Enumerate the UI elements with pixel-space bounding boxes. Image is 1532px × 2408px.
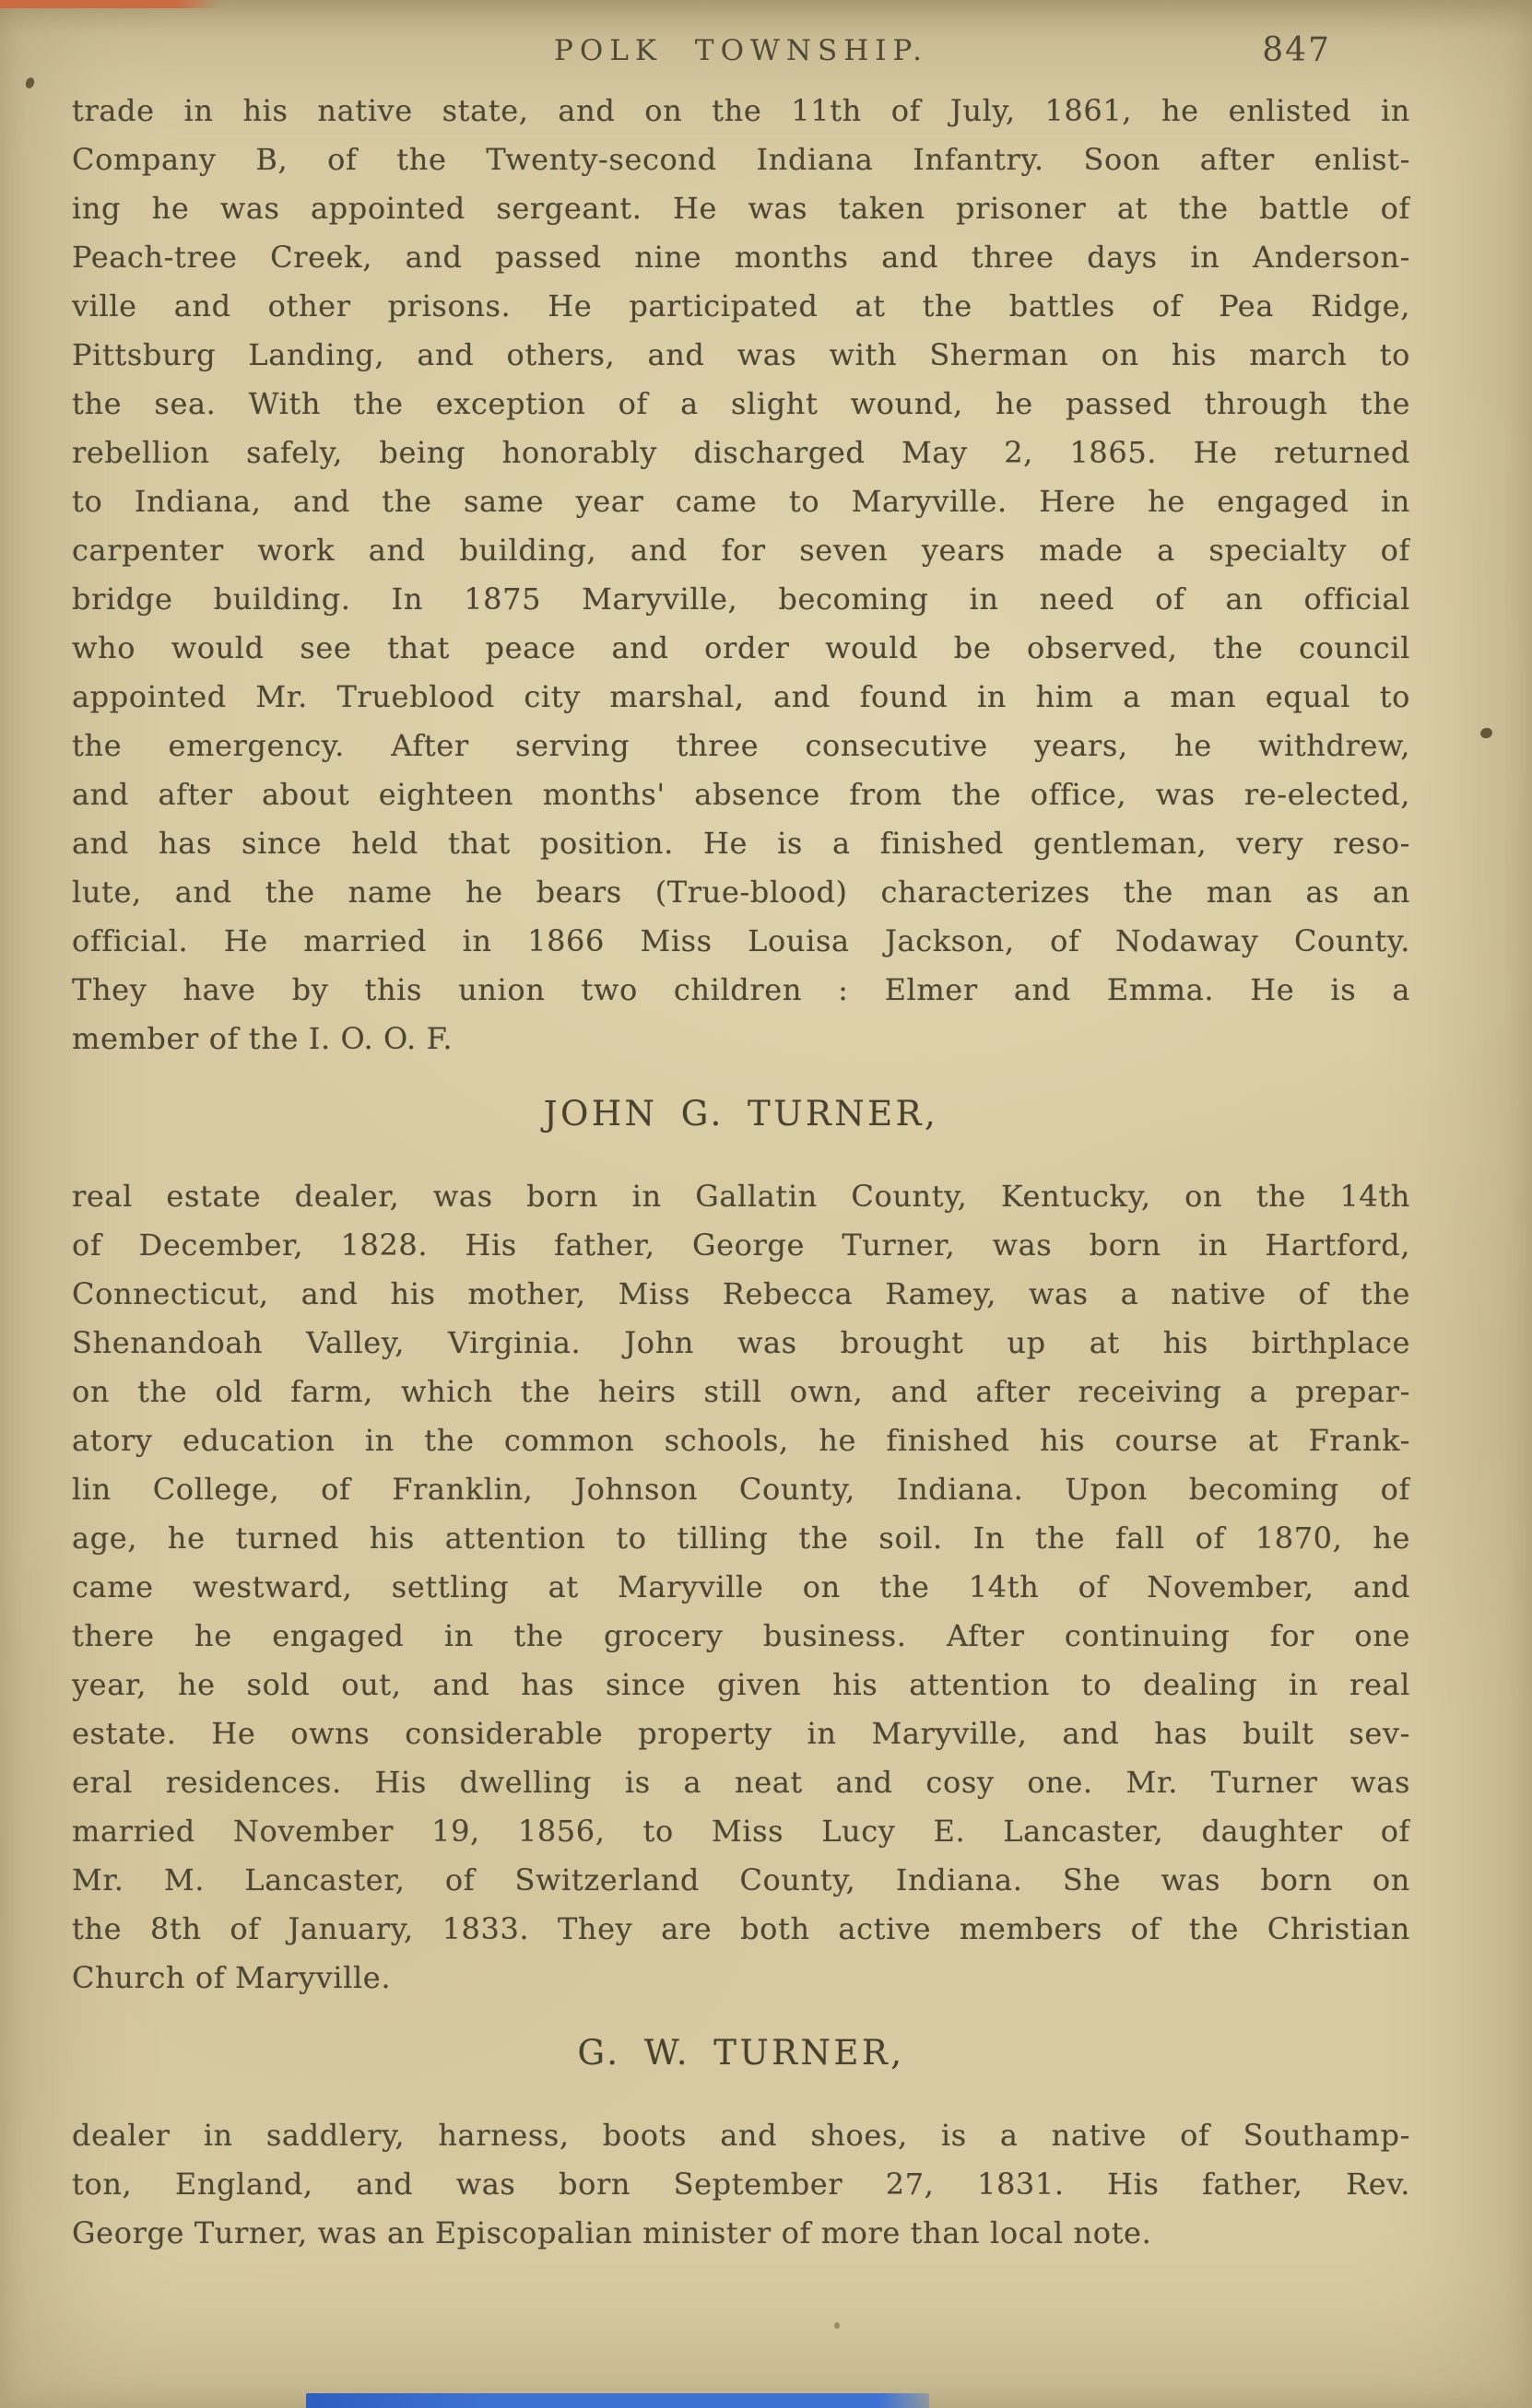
text-line: atory education in the common schools, he finished his course at Frank-	[72, 1423, 1410, 1458]
text-line: and after about eighteen months' absence from the office, was re-elected,	[72, 777, 1410, 812]
text-line: of December, 1828. His father, George Turner, was born in Hartford,	[72, 1227, 1410, 1263]
text-line: who would see that peace and order would be observed, the council	[72, 630, 1410, 665]
text-line: estate. He owns considerable property in Maryville, and has built sev-	[72, 1716, 1410, 1751]
text-line: real estate dealer, was born in Gallatin County, Kentucky, on the 14th	[72, 1179, 1410, 1214]
paragraph-john-g-turner-biography	[72, 1172, 1410, 2003]
text-line: Peach-tree Creek, and passed nine months and three days in Anderson-	[72, 240, 1410, 275]
text-line: the emergency. After serving three consecutive years, he withdrew,	[72, 728, 1410, 763]
text-line: ing he was appointed sergeant. He was taken prisoner at the battle of	[72, 191, 1410, 226]
text-line: ville and other prisons. He participated at the battles of Pea Ridge,	[72, 288, 1410, 323]
text-line: Church of Maryville.	[72, 1960, 392, 1995]
text-line: rebellion safely, being honorably discharged May 2, 1865. He returned	[72, 435, 1410, 470]
text-line: came westward, settling at Maryville on the 14th of November, and	[72, 1569, 1410, 1604]
text-line: appointed Mr. Trueblood city marshal, and found in him a man equal to	[72, 679, 1410, 714]
text-line: on the old farm, which the heirs still own, and after receiving a prepar-	[72, 1374, 1410, 1409]
heading-g-w-turner: G. W. TURNER,	[577, 2033, 905, 2073]
text-line: the sea. With the exception of a slight wound, he passed through the	[72, 386, 1410, 421]
text-line: Pittsburg Landing, and others, and was with Sherman on his march to	[72, 337, 1410, 372]
text-line: eral residences. His dwelling is a neat and cosy one. Mr. Turner was	[72, 1765, 1410, 1800]
text-line: married November 19, 1856, to Miss Lucy E. Lancaster, daughter of	[72, 1814, 1410, 1849]
text-line: lute, and the name he bears (True-blood) characterizes the man as an	[72, 875, 1410, 910]
ink-speck	[1479, 727, 1493, 740]
scan-edge-orange-strip	[0, 0, 219, 8]
text-line: Mr. M. Lancaster, of Switzerland County, Indiana. She was born on	[72, 1862, 1410, 1897]
text-line: trade in his native state, and on the 11th of July, 1861, he enlisted in	[72, 93, 1410, 128]
heading-john-g-turner: JOHN G. TURNER,	[543, 1094, 939, 1134]
text-line: official. He married in 1866 Miss Louisa Jackson, of Nodaway County.	[72, 923, 1410, 958]
text-line: to Indiana, and the same year came to Maryville. Here he engaged in	[72, 484, 1410, 519]
text-line: and has since held that position. He is a finished gentleman, very reso-	[72, 826, 1410, 861]
ink-speck	[24, 76, 36, 89]
text-line: lin College, of Franklin, Johnson County, Indiana. Upon becoming of	[72, 1472, 1410, 1507]
paragraph-g-w-turner-biography	[72, 2111, 1410, 2258]
scan-edge-blue-bar	[306, 2393, 929, 2408]
page-number: 847	[1262, 31, 1331, 69]
text-line: there he engaged in the grocery business. After continuing for one	[72, 1618, 1410, 1653]
text-line: They have by this union two children : Elmer and Emma. He is a	[72, 972, 1410, 1007]
text-line: ton, England, and was born September 27, 1831. His father, Rev.	[72, 2167, 1410, 2202]
text-column	[72, 87, 1410, 2258]
text-line: carpenter work and building, and for seven years made a specialty of	[72, 533, 1410, 568]
text-line: Company B, of the Twenty-second Indiana Infantry. Soon after enlist-	[72, 142, 1410, 177]
text-line: year, he sold out, and has since given his attention to dealing in real	[72, 1667, 1410, 1702]
text-line: Connecticut, and his mother, Miss Rebecca Ramey, was a native of the	[72, 1276, 1410, 1311]
page-header	[72, 33, 1410, 68]
text-line: dealer in saddlery, harness, boots and shoes, is a native of Southamp-	[72, 2118, 1410, 2153]
running-title: POLK TOWNSHIP.	[554, 34, 928, 67]
ink-speck	[834, 2322, 840, 2329]
text-line: age, he turned his attention to tilling the soil. In the fall of 1870, he	[72, 1521, 1410, 1556]
text-line: bridge building. In 1875 Maryville, becoming in need of an official	[72, 581, 1410, 617]
text-line: Shenandoah Valley, Virginia. John was brought up at his birthplace	[72, 1325, 1410, 1360]
text-line: the 8th of January, 1833. They are both active members of the Christian	[72, 1911, 1410, 1946]
text-line: George Turner, was an Episcopalian minister of more than local note.	[72, 2215, 1152, 2250]
text-line: member of the I. O. O. F.	[72, 1021, 454, 1056]
paragraph-trueblood-biography	[72, 87, 1410, 1063]
